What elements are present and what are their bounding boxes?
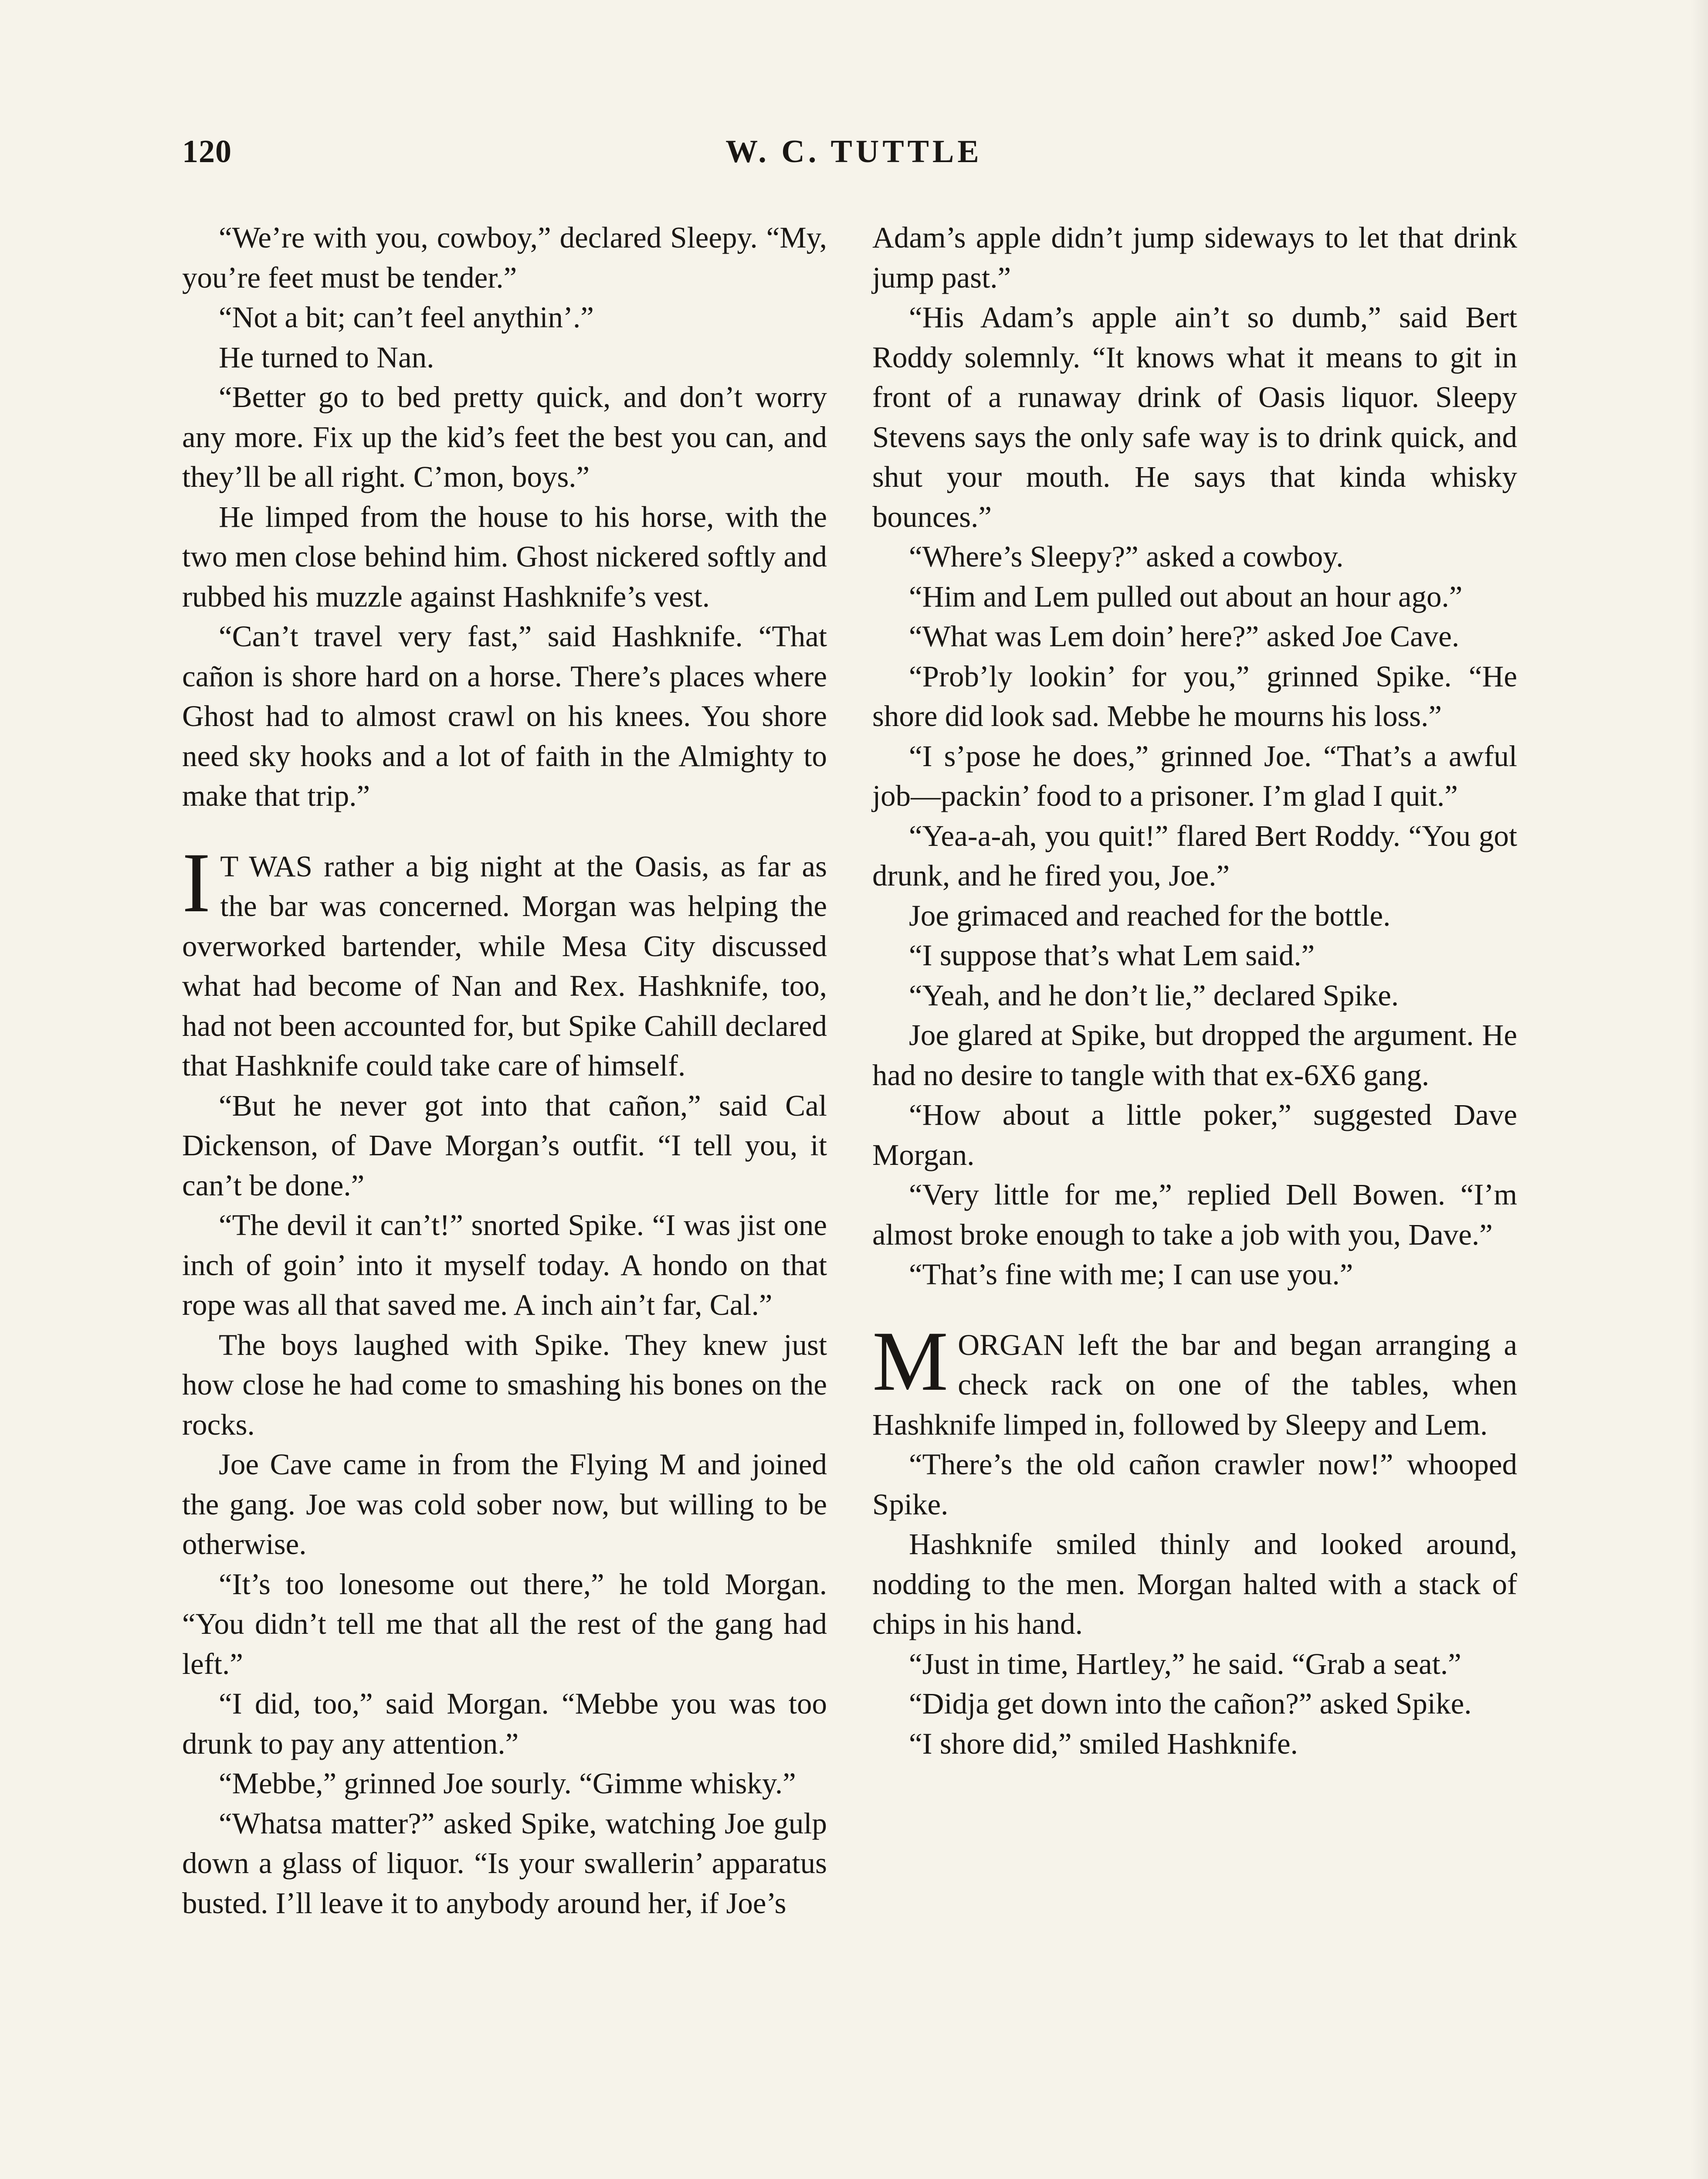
paragraph-text: “Better go to bed pretty quick, and don’t worry any more. Fix up the kid’s feet the best you can, and they’ll be all right. C’mon, boys.” [182, 380, 827, 493]
paragraph [872, 1724, 1517, 1764]
paragraph [182, 1804, 827, 1924]
paragraph-text: Joe glared at Spike, but dropped the argument. He had no desire to tangle with that ex-6X6 gang. [872, 1018, 1517, 1092]
paragraph-text: “I suppose that’s what Lem said.” [909, 939, 1315, 972]
paragraph-text: “What was Lem doin’ here?” asked Joe Cave. [909, 620, 1460, 653]
paragraph [872, 298, 1517, 537]
paragraph [872, 737, 1517, 816]
paragraph-text: “We’re with you, cowboy,” declared Sleepy. “My, you’re feet must be tender.” [182, 221, 827, 294]
paragraph [182, 298, 827, 338]
paragraph-text: “But he never got into that cañon,” said Cal Dickenson, of Dave Morgan’s outfit. “I tell you, it can’t be done.” [182, 1089, 827, 1202]
paragraph-text: “Yeah, and he don’t lie,” declared Spike. [909, 978, 1399, 1012]
paragraph [872, 896, 1517, 936]
paragraph [872, 617, 1517, 657]
paragraph-text: “Can’t travel very fast,” said Hashknife. “That cañon is shore hard on a horse. There’s places where Ghost had to almost crawl on his knees. You shore need sky hooks and a lot of faith in the Almighty to make that trip.” [182, 620, 827, 812]
paragraph [182, 338, 827, 378]
paragraph [872, 1524, 1517, 1644]
paragraph-text: “Where’s Sleepy?” asked a cowboy. [909, 540, 1344, 573]
paragraph-text: Hashknife smiled thinly and looked around, nodding to the men. Morgan halted with a stack of chips in his hand. [872, 1527, 1517, 1640]
paragraph [182, 1205, 827, 1325]
drop-cap: I [182, 835, 211, 930]
paragraph-text: ORGAN left the bar and began arranging a check rack on one of the tables, when Hashknife limped in, followed by Sleepy and Lem. [872, 1328, 1517, 1441]
paragraph [182, 1086, 827, 1206]
paragraph-text: He turned to Nan. [219, 340, 434, 374]
paragraph-text: “Him and Lem pulled out about an hour ago.” [909, 580, 1463, 613]
paragraph [182, 835, 827, 1086]
paragraph-text: “There’s the old cañon crawler now!” whooped Spike. [872, 1448, 1517, 1521]
paragraph [872, 218, 1517, 298]
paragraph-text: “Whatsa matter?” asked Spike, watching Joe gulp down a glass of liquor. “Is your swallerin’ apparatus busted. I’ll leave it to anybody around her, if Joe’s [182, 1806, 827, 1920]
paragraph [872, 1015, 1517, 1095]
paragraph [872, 936, 1517, 976]
paragraph [182, 1325, 827, 1445]
paragraph-text: “I did, too,” said Morgan. “Mebbe you was too drunk to pay any attention.” [182, 1687, 827, 1760]
paragraph-text: “How about a little poker,” suggested Dave Morgan. [872, 1098, 1517, 1171]
paragraph [872, 976, 1517, 1016]
paragraph-text: “Prob’ly lookin’ for you,” grinned Spike. “He shore did look sad. Mebbe he mourns his loss.” [872, 659, 1517, 733]
paragraph [872, 657, 1517, 737]
paragraph-text: “I s’pose he does,” grinned Joe. “That’s a awful job—packin’ food to a prisoner. I’m glad I quit.” [872, 739, 1517, 812]
paragraph [872, 1255, 1517, 1295]
paragraph [182, 1445, 827, 1565]
paragraph-text: “Yea-a-ah, you quit!” flared Bert Roddy. “You got drunk, and he fired you, Joe.” [872, 819, 1517, 892]
paragraph [872, 1644, 1517, 1684]
page-number: 120 [182, 134, 232, 170]
paragraph [182, 1764, 827, 1804]
paragraph-text: The boys laughed with Spike. They knew just how close he had come to smashing his bones on the rocks. [182, 1328, 827, 1441]
text-column-right [872, 218, 1517, 1764]
paragraph [182, 1684, 827, 1764]
paragraph-text: “It’s too lonesome out there,” he told Morgan. “You didn’t tell me that all the rest of the gang had left.” [182, 1567, 827, 1680]
paragraph-text: Adam’s apple didn’t jump sideways to let that drink jump past.” [872, 221, 1517, 294]
paragraph-text: He limped from the house to his horse, with the two men close behind him. Ghost nickered softly and rubbed his muzzle against Hashknife’s vest. [182, 500, 827, 613]
paragraph-text: Joe Cave came in from the Flying M and joined the gang. Joe was cold sober now, but willing to be otherwise. [182, 1448, 827, 1561]
paragraph-text: “Didja get down into the cañon?” asked Spike. [909, 1687, 1472, 1720]
paragraph-text: “I shore did,” smiled Hashknife. [909, 1727, 1298, 1760]
paragraph [182, 617, 827, 816]
drop-cap: M [872, 1314, 949, 1409]
paragraph-text: “That’s fine with me; I can use you.” [909, 1258, 1353, 1291]
paragraph [872, 816, 1517, 896]
scan-edge-shadow [1691, 0, 1708, 2179]
paragraph-text: Joe grimaced and reached for the bottle. [909, 899, 1391, 932]
paragraph [872, 1175, 1517, 1255]
paragraph [872, 1684, 1517, 1724]
paragraph [182, 377, 827, 497]
paragraph [872, 537, 1517, 577]
paragraph [872, 1445, 1517, 1524]
running-head: W. C. TUTTLE [725, 134, 983, 170]
paragraph-text: “Mebbe,” grinned Joe sourly. “Gimme whisky.” [219, 1767, 796, 1800]
paragraph [182, 218, 827, 298]
text-column-left [182, 218, 827, 1923]
paragraph-text: “Not a bit; can’t feel anythin’.” [219, 301, 594, 334]
paragraph-text: T WAS rather a big night at the Oasis, as far as the bar was concerned. Morgan was helping the overworked bartender, while Mesa City discussed what had become of Nan and Rex. Hashknife, too, had not been accounted for, but Spike Cahill declared that Hashknife could take care of himself. [182, 849, 827, 1082]
paragraph [872, 1095, 1517, 1175]
paragraph [872, 1314, 1517, 1445]
paragraph-text: “His Adam’s apple ain’t so dumb,” said Bert Roddy solemnly. “It knows what it means to git in front of a runaway drink of Oasis liquor. Sleepy Stevens says the only safe way is to drink quick, and shut your mouth. He says that kinda whisky bounces.” [872, 301, 1517, 533]
paragraph-text: “Very little for me,” replied Dell Bowen. “I’m almost broke enough to take a job with you, Dave.” [872, 1178, 1517, 1251]
paragraph [872, 577, 1517, 617]
paragraph-text: “Just in time, Hartley,” he said. “Grab a seat.” [909, 1647, 1461, 1680]
paragraph-text: “The devil it can’t!” snorted Spike. “I was jist one inch of goin’ into it myself today. A hondo on that rope was all that saved me. A inch ain’t far, Cal.” [182, 1208, 827, 1321]
paragraph [182, 497, 827, 617]
paragraph [182, 1565, 827, 1684]
